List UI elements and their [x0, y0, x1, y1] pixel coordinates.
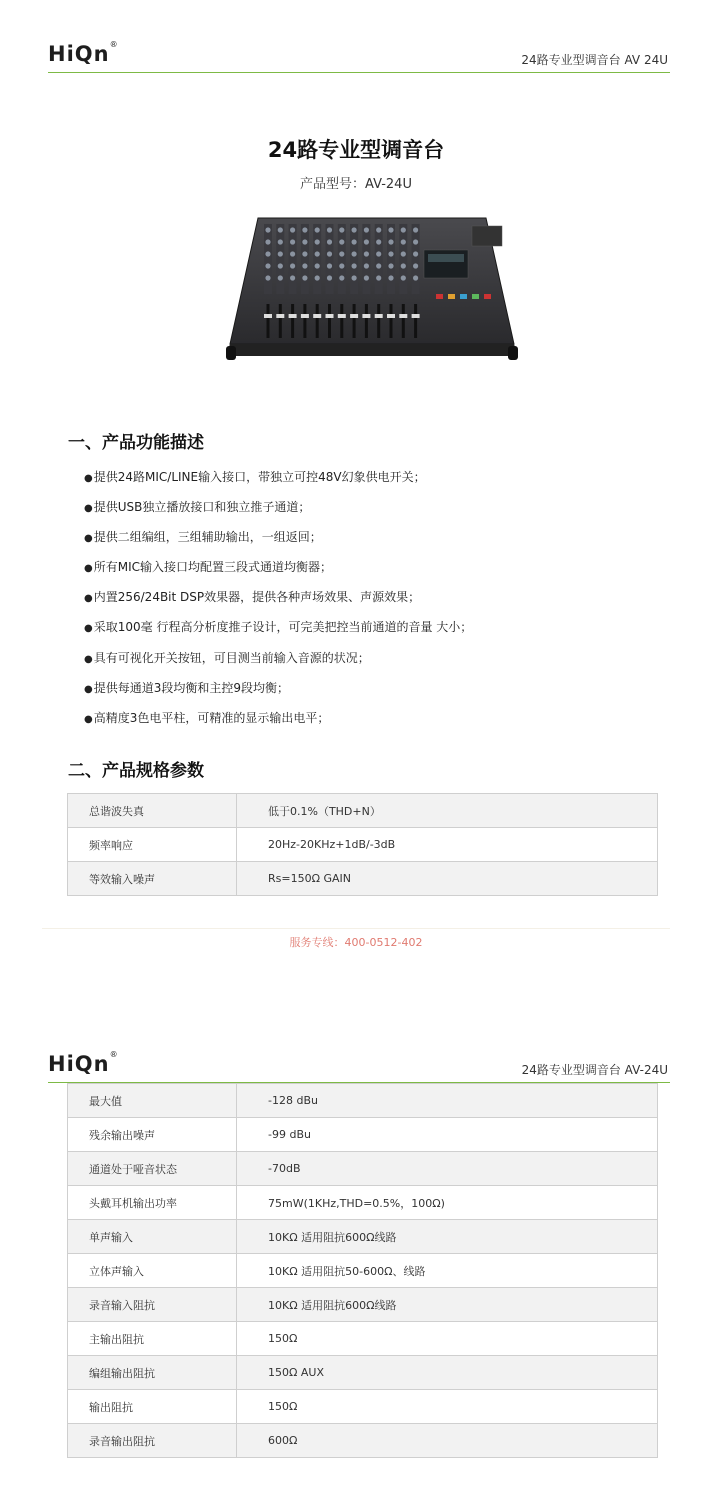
- spec-value: 10KΩ 适用阻抗600Ω线路: [237, 1288, 658, 1322]
- section-heading-specs: 二、产品规格参数: [68, 761, 204, 781]
- spec-name: 总谐波失真: [68, 794, 237, 828]
- table-row: [68, 828, 658, 862]
- table-row: [68, 1152, 658, 1186]
- spec-name: 输出阻抗: [68, 1390, 237, 1424]
- spec-value: 150Ω: [237, 1390, 658, 1424]
- spec-name: 录音输入阻抗: [68, 1288, 237, 1322]
- brand-logo: HiQn®: [48, 1050, 119, 1076]
- feature-list: [84, 468, 472, 739]
- spec-value: 10KΩ 适用阻抗600Ω线路: [237, 1220, 658, 1254]
- product-model: 产品型号：AV-24U: [300, 177, 412, 192]
- spec-value: 20Hz-20KHz+1dB/-3dB: [237, 828, 658, 862]
- spec-value: 150Ω AUX: [237, 1356, 658, 1390]
- spec-value: 75mW(1KHz,THD=0.5%，100Ω): [237, 1186, 658, 1220]
- spec-value: Rs=150Ω GAIN: [237, 862, 658, 896]
- spec-name: 最大值: [68, 1084, 237, 1118]
- section-heading-features: 一、产品功能描述: [68, 433, 204, 453]
- table-row: [68, 1356, 658, 1390]
- feature-item: ● 提供每通道3段均衡和主控9段均衡；: [84, 679, 472, 709]
- table-row: [68, 1084, 658, 1118]
- mixer-product-image: [224, 214, 520, 364]
- table-row: [68, 1322, 658, 1356]
- spec-name: 通道处于哑音状态: [68, 1152, 237, 1186]
- table-row: [68, 1220, 658, 1254]
- document-title: 24路专业型调音台: [267, 138, 445, 162]
- feature-item: ● 内置256/24Bit DSP效果器，提供各种声场效果、声源效果；: [84, 588, 472, 618]
- page-header: [48, 36, 670, 73]
- feature-item: ● 提供USB独立播放接口和独立推子通道；: [84, 498, 472, 528]
- spec-name: 主输出阻抗: [68, 1322, 237, 1356]
- spec-name: 频率响应: [68, 828, 237, 862]
- spec-value: -70dB: [237, 1152, 658, 1186]
- spec-name: 立体声输入: [68, 1254, 237, 1288]
- table-row: [68, 1390, 658, 1424]
- spec-name: 等效输入噪声: [68, 862, 237, 896]
- table-row: [68, 1186, 658, 1220]
- spec-value: 10KΩ 适用阻抗50-600Ω、线路: [237, 1254, 658, 1288]
- spec-value: -99 dBu: [237, 1118, 658, 1152]
- table-row: [68, 1424, 658, 1458]
- spec-value: 低于0.1%（THD+N）: [237, 794, 658, 828]
- feature-item: ● 提供24路MIC/LINE输入接口，带独立可控48V幻象供电开关；: [84, 468, 472, 498]
- page-header: [48, 1046, 670, 1083]
- header-product-name: 24路专业型调音台 AV 24U: [521, 53, 668, 67]
- spec-name: 录音输出阻抗: [68, 1424, 237, 1458]
- table-row: [68, 1118, 658, 1152]
- feature-item: ● 高精度3色电平柱，可精准的显示输出电平；: [84, 709, 472, 739]
- header-product-name: 24路专业型调音台 AV-24U: [521, 1063, 668, 1077]
- feature-item: ● 提供二组编组，三组辅助输出，一组返回；: [84, 528, 472, 558]
- service-hotline: 服务专线：400-0512-402: [289, 936, 423, 949]
- table-row: [68, 1254, 658, 1288]
- brand-logo: HiQn®: [48, 40, 119, 66]
- feature-item: ● 所有MIC输入接口均配置三段式通道均衡器；: [84, 558, 472, 588]
- feature-item: ● 具有可视化开关按钮，可目测当前输入音源的状况；: [84, 649, 472, 679]
- spec-value: -128 dBu: [237, 1084, 658, 1118]
- footer-divider: [42, 928, 670, 929]
- table-row: [68, 794, 658, 828]
- spec-table-page2: [67, 1083, 658, 1458]
- table-row: [68, 862, 658, 896]
- feature-item: ● 采取100毫 行程高分析度推子设计，可完美把控当前通道的音量 大小；: [84, 618, 472, 648]
- spec-value: 150Ω: [237, 1322, 658, 1356]
- spec-name: 编组输出阻抗: [68, 1356, 237, 1390]
- table-row: [68, 1288, 658, 1322]
- spec-name: 残余输出噪声: [68, 1118, 237, 1152]
- spec-table-page1: [67, 793, 658, 896]
- spec-value: 600Ω: [237, 1424, 658, 1458]
- spec-name: 单声输入: [68, 1220, 237, 1254]
- spec-name: 头戴耳机输出功率: [68, 1186, 237, 1220]
